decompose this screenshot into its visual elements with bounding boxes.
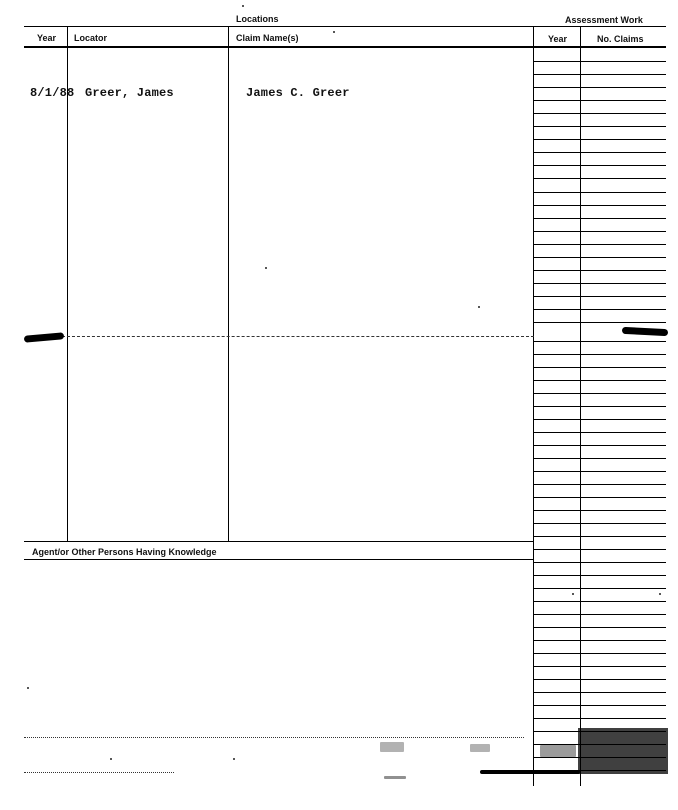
scan-artifact-dotted-line [24, 737, 524, 738]
assessment-rule [533, 74, 666, 75]
assessment-rule [533, 484, 666, 485]
scan-speck [233, 758, 235, 760]
header-bottom-rule-right [533, 46, 666, 48]
assessment-rule [533, 354, 666, 355]
assessment-rule [533, 380, 666, 381]
entry-claim-name: James C. Greer [246, 86, 350, 100]
assessment-rule [533, 653, 666, 654]
header-bottom-rule-left [24, 46, 534, 48]
scan-smudge [480, 770, 580, 774]
col-header-year: Year [37, 33, 57, 43]
scan-speck [572, 593, 574, 595]
divider-year-locator [67, 26, 68, 541]
assessment-rule [533, 562, 666, 563]
scan-smudge [578, 728, 668, 774]
assessment-rule [533, 536, 666, 537]
assessment-rule [533, 445, 666, 446]
assessment-rule [533, 244, 666, 245]
assessment-work-title: Assessment Work [565, 15, 643, 25]
assessment-rule [533, 406, 666, 407]
agent-section-label: Agent/or Other Persons Having Knowledge [32, 547, 217, 557]
assessment-rule [533, 152, 666, 153]
assessment-rule [533, 283, 666, 284]
assessment-rule [533, 497, 666, 498]
assessment-rule [533, 614, 666, 615]
assessment-rule [533, 257, 666, 258]
scan-speck [540, 745, 576, 757]
assessment-rule [533, 87, 666, 88]
assessment-rule [533, 523, 666, 524]
scan-speck [470, 744, 490, 752]
scan-speck [384, 776, 406, 779]
locations-bottom-rule [24, 541, 534, 542]
assessment-rule [533, 296, 666, 297]
assessment-rule [533, 419, 666, 420]
col-header-no-claims: No. Claims [597, 34, 644, 44]
assessment-rule [533, 126, 666, 127]
assessment-rule [533, 705, 666, 706]
locations-title: Locations [236, 14, 279, 24]
scan-speck [110, 758, 112, 760]
header-top-rule [24, 26, 666, 27]
scan-speck [380, 742, 404, 752]
assessment-rule [533, 139, 666, 140]
scan-speck [242, 5, 244, 7]
assessment-rule [533, 218, 666, 219]
assessment-rule [533, 205, 666, 206]
assessment-rule [533, 666, 666, 667]
middle-divider-line [62, 336, 534, 337]
scan-speck [27, 687, 29, 689]
assessment-rule [533, 100, 666, 101]
assessment-rule [533, 341, 666, 342]
col-header-locator: Locator [74, 33, 108, 43]
assessment-rule [533, 309, 666, 310]
col-header-assessment-year: Year [548, 34, 568, 44]
assessment-rule [533, 367, 666, 368]
divider-locator-claims [228, 26, 229, 541]
scan-speck [333, 31, 335, 33]
agent-section-rule [24, 559, 534, 560]
col-header-claim-names: Claim Name(s) [236, 33, 299, 43]
assessment-rule [533, 432, 666, 433]
assessment-rule [533, 718, 666, 719]
assessment-rule [533, 692, 666, 693]
assessment-rule [533, 231, 666, 232]
assessment-rule [533, 549, 666, 550]
scan-speck [478, 306, 480, 308]
assessment-rule [533, 458, 666, 459]
assessment-rule [533, 510, 666, 511]
assessment-rule [533, 471, 666, 472]
scan-speck [265, 267, 267, 269]
entry-locator: Greer, James [85, 86, 174, 100]
assessment-rule [533, 165, 666, 166]
assessment-rule [533, 575, 666, 576]
right-marker-stroke [622, 327, 668, 336]
assessment-rule [533, 178, 666, 179]
assessment-rule [533, 601, 666, 602]
left-marker-stroke [24, 332, 64, 342]
assessment-rule [533, 679, 666, 680]
assessment-rule [533, 322, 666, 323]
scan-artifact-dotted-line [24, 772, 174, 773]
scan-speck [659, 593, 661, 595]
assessment-rule [533, 393, 666, 394]
assessment-rule [533, 270, 666, 271]
assessment-rule [533, 61, 666, 62]
assessment-rule [533, 588, 666, 589]
assessment-rule [533, 192, 666, 193]
assessment-rule [533, 640, 666, 641]
assessment-rule [533, 113, 666, 114]
assessment-rule [533, 627, 666, 628]
entry-year: 8/1/88 [30, 86, 75, 100]
